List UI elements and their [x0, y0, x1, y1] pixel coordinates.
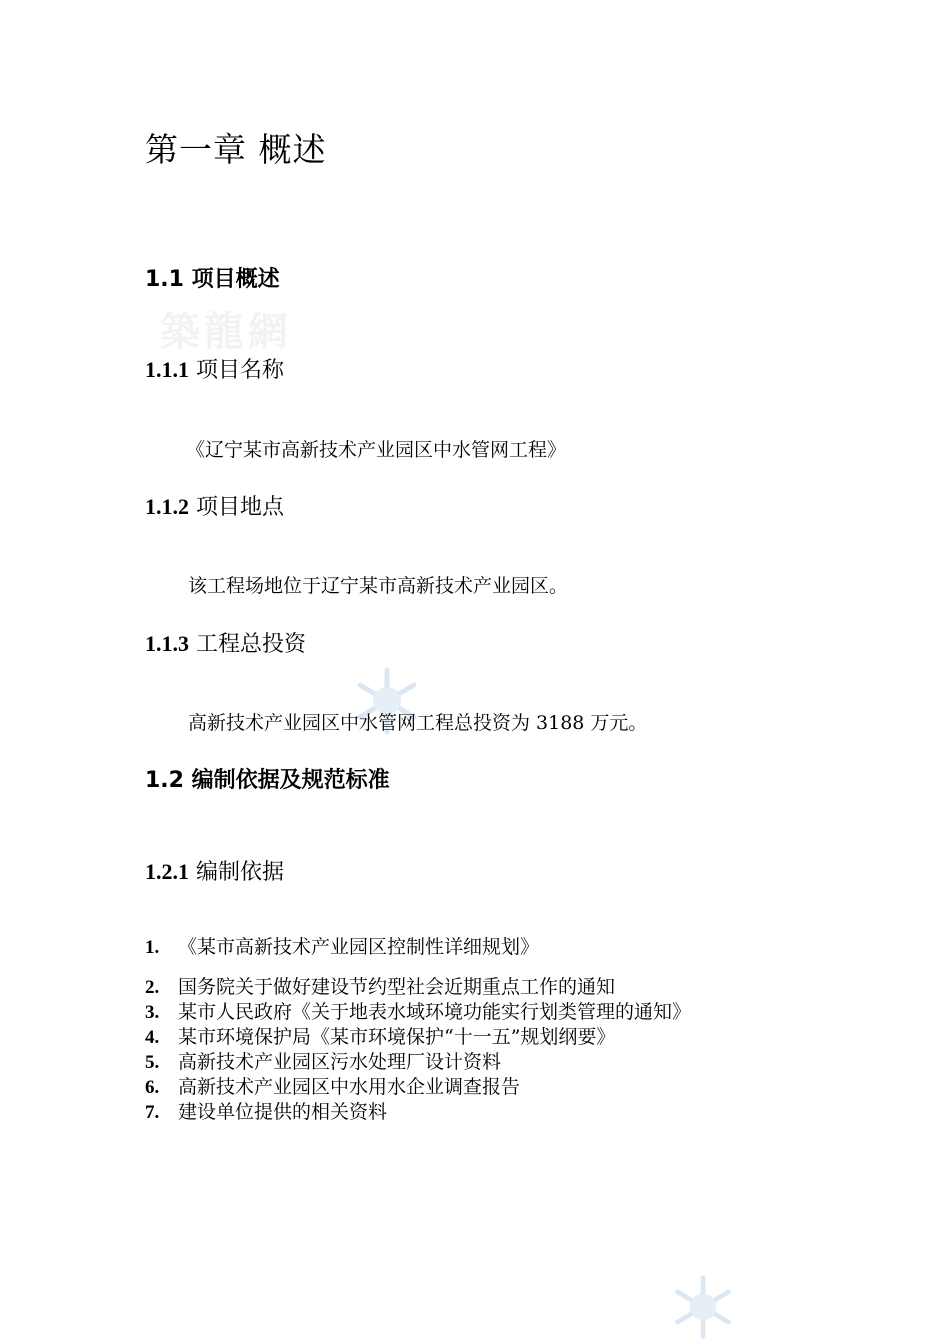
list-item-text: 某市环境保护局《某市环境保护“十一五”规划纲要》: [178, 1026, 616, 1048]
list-item: [145, 1025, 691, 1050]
section-number: 1.1.1: [145, 357, 189, 382]
list-item: [145, 1050, 691, 1075]
list-item-text: 高新技术产业园区中水用水企业调查报告: [178, 1076, 521, 1098]
list-item-text: 《某市高新技术产业园区控制性详细规划》: [178, 936, 540, 958]
watermark-text: 築龍網: [160, 308, 292, 355]
section-number: 1.2.1: [145, 859, 189, 884]
section-title: 项目名称: [196, 358, 285, 383]
section-heading-1-1-2: [145, 491, 284, 524]
list-item: [145, 935, 691, 960]
list-item-text: 国务院关于做好建设节约型社会近期重点工作的通知: [178, 976, 616, 998]
list-item-number: 4.: [145, 1027, 160, 1048]
section-title: 编制依据: [196, 860, 285, 885]
section-title: 项目地点: [196, 495, 285, 520]
list-item: [145, 1000, 691, 1025]
section-heading-1-2: 1.2 编制依据及规范标准: [145, 768, 390, 793]
project-name-paragraph: 《辽宁某市高新技术产业园区中水管网工程》: [186, 439, 567, 461]
section-heading-1-1-3: [145, 628, 306, 661]
list-item: [145, 975, 691, 1000]
list-item-text: 高新技术产业园区污水处理厂设计资料: [178, 1051, 502, 1073]
section-title: 工程总投资: [196, 632, 307, 657]
list-item-text: 建设单位提供的相关资料: [178, 1101, 388, 1123]
project-location-paragraph: 该工程场地位于辽宁某市高新技术产业园区。: [188, 575, 569, 597]
total-investment-paragraph: 高新技术产业园区中水管网工程总投资为 3188 万元。: [188, 712, 648, 734]
list-item-number: 5.: [145, 1052, 160, 1073]
list-item-number: 6.: [145, 1077, 160, 1098]
section-heading-1-1-1: [145, 354, 284, 387]
list-item-number: 3.: [145, 1002, 160, 1023]
list-item-number: 7.: [145, 1102, 160, 1123]
list-item-number: 2.: [145, 977, 160, 998]
list-item-number: 1.: [145, 937, 160, 958]
snowflake-watermark-icon: [668, 1272, 738, 1342]
list-item: [145, 1075, 691, 1100]
list-item-text: 某市人民政府《关于地表水域环境功能实行划类管理的通知》: [178, 1001, 692, 1023]
chapter-title: 第一章 概述: [145, 130, 327, 169]
section-number: 1.1.2: [145, 494, 189, 519]
section-heading-1-1: 1.1 项目概述: [145, 267, 280, 292]
section-heading-1-2-1: [145, 856, 284, 889]
section-number: 1.1.3: [145, 631, 189, 656]
basis-list: [145, 935, 691, 1125]
list-item: [145, 1100, 691, 1125]
